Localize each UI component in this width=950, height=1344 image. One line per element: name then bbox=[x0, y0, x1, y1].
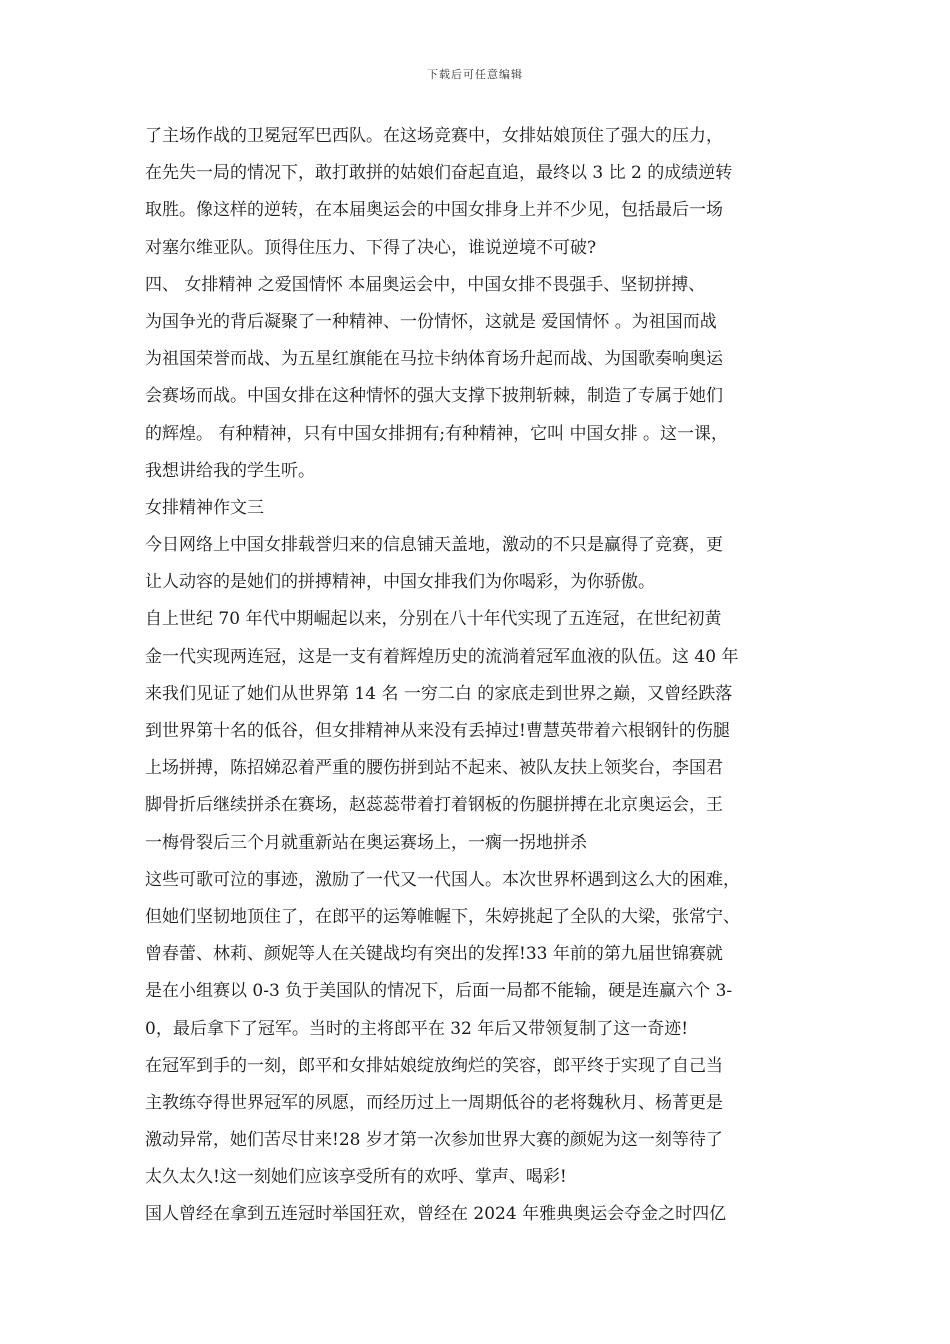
text-line: 来我们见证了她们从世界第 14 名 一穷二白 的家底走到世界之巅，又曾经跌落 bbox=[145, 683, 733, 704]
text-line: 0，最后拿下了冠军。当时的主将郎平在 32 年后又带领复制了这一奇迹! bbox=[145, 1018, 689, 1039]
text-line: 激动异常，她们苦尽甘来!28 岁才第一次参加世界大赛的颜妮为这一刻等待了 bbox=[145, 1130, 723, 1151]
text-line: 在冠军到手的一刻，郎平和女排姑娘绽放绚烂的笑容，郎平终于实现了自己当 bbox=[145, 1055, 723, 1076]
text-line: 太久太久!这一刻她们应该享受所有的欢呼、掌声、喝彩! bbox=[145, 1167, 567, 1188]
text-line: 对塞尔维亚队。顶得住压力、下得了决心，谁说逆境不可破? bbox=[145, 237, 597, 258]
text-line: 为祖国荣誉而战、为五星红旗能在马拉卡纳体育场升起而战、为国歌奏响奥运 bbox=[145, 349, 723, 370]
text-line: 国人曾经在拿到五连冠时举国狂欢，曾经在 2024 年雅典奥运会夺金之时四亿 bbox=[145, 1204, 727, 1225]
page-header: 下载后可任意编辑 bbox=[427, 68, 523, 81]
text-line: 我想讲给我的学生听。 bbox=[145, 460, 315, 481]
text-line: 取胜。像这样的逆转，在本届奥运会的中国女排身上并不少见，包括最后一场 bbox=[145, 200, 723, 221]
text-line: 一梅骨裂后三个月就重新站在奥运赛场上，一瘸一拐地拼杀 bbox=[145, 832, 587, 853]
text-line: 这些可歌可泣的事迹，激励了一代又一代国人。本次世界杯遇到这么大的困难， bbox=[145, 869, 740, 890]
text-line: 在先失一局的情况下，敢打敢拼的姑娘们奋起直追，最终以 3 比 2 的成绩逆转 bbox=[145, 163, 733, 184]
text-line: 为国争光的背后凝聚了一种精神、一份情怀，这就是 爱国情怀 。为祖国而战 bbox=[145, 311, 717, 332]
text-line: 会赛场而战。中国女排在这种情怀的强大支撑下披荆斩棘，制造了专属于她们 bbox=[145, 386, 723, 407]
text-line: 四、 女排精神 之爱国情怀 本届奥运会中，中国女排不畏强手、坚韧拼搏、 bbox=[145, 274, 706, 295]
text-line: 自上世纪 70 年代中期崛起以来，分别在八十年代实现了五连冠，在世纪初黄 bbox=[145, 609, 722, 630]
text-line: 脚骨折后继续拼杀在赛场，赵蕊蕊带着打着钢板的伤腿拼搏在北京奥运会，王 bbox=[145, 795, 723, 816]
text-line: 金一代实现两连冠，这是一支有着辉煌历史的流淌着冠军血液的队伍。这 40 年 bbox=[145, 646, 739, 667]
text-line: 曾春蕾、林莉、颜妮等人在关键战均有突出的发挥!33 年前的第九届世锦赛就 bbox=[145, 944, 723, 965]
text-line: 让人动容的是她们的拼搏精神，中国女排我们为你喝彩，为你骄傲。 bbox=[145, 572, 655, 593]
section-heading: 女排精神作文三 bbox=[145, 497, 264, 518]
text-line: 今日网络上中国女排载誉归来的信息铺天盖地，激动的不只是赢得了竞赛，更 bbox=[145, 535, 723, 556]
text-line: 到世界第十名的低谷，但女排精神从来没有丢掉过!曹慧英带着六根钢针的伤腿 bbox=[145, 721, 730, 741]
text-line: 上场拼搏，陈招娣忍着严重的腰伤拼到站不起来、被队友扶上领奖台，李国君 bbox=[145, 758, 723, 779]
text-line: 的辉煌。 有种精神，只有中国女排拥有;有种精神，它叫 中国女排 。这一课， bbox=[145, 423, 728, 444]
text-line: 了主场作战的卫冕冠军巴西队。在这场竞赛中，女排姑娘顶住了强大的压力， bbox=[145, 126, 723, 146]
text-line: 是在小组赛以 0-3 负于美国队的情况下，后面一局都不能输，硬是连赢六个 3- bbox=[145, 981, 733, 1002]
text-line: 但她们坚韧地顶住了，在郎平的运筹帷幄下，朱婷挑起了全队的大梁，张常宁、 bbox=[145, 906, 740, 927]
text-line: 主教练夺得世界冠军的夙愿，而经历过上一周期低谷的老将魏秋月、杨菁更是 bbox=[145, 1092, 723, 1113]
document-body bbox=[145, 118, 815, 1234]
